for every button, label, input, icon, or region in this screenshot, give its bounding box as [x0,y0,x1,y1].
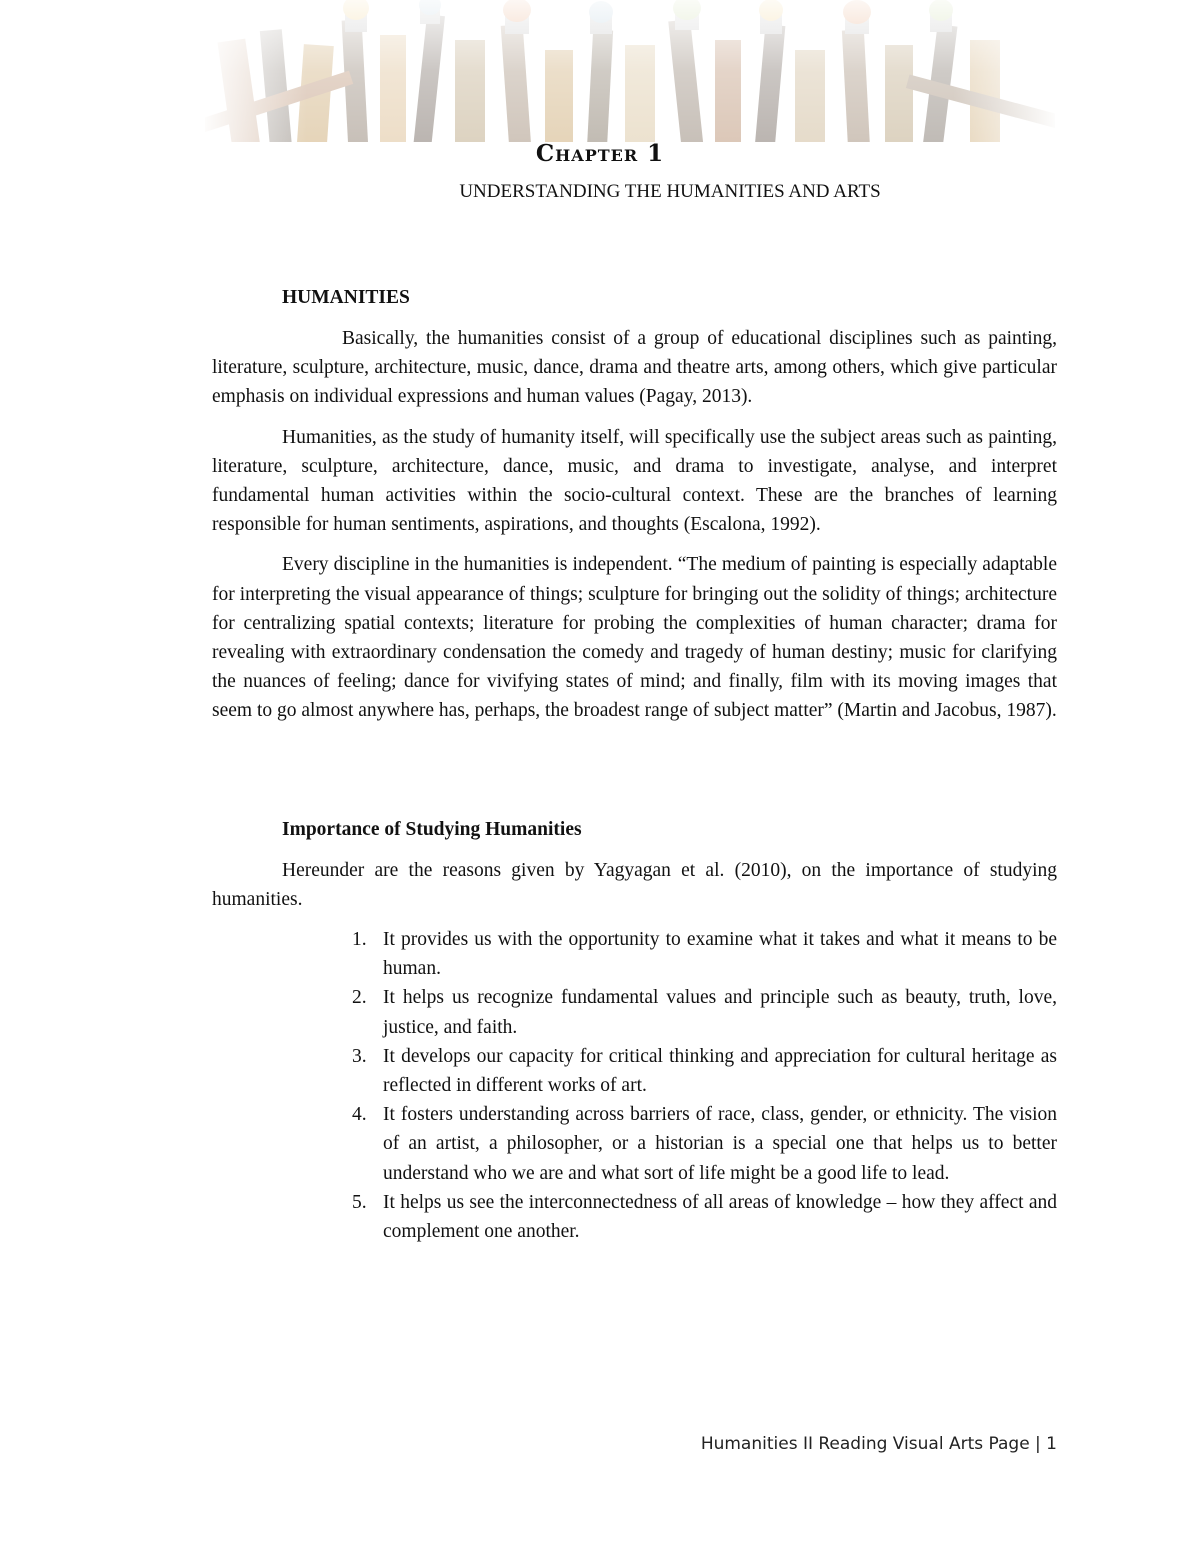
humanities-heading: HUMANITIES [282,287,410,308]
list-item-text: It provides us with the opportunity to examine what it takes and what it means to be human. [383,929,1057,980]
importance-heading: Importance of Studying Humanities [282,818,582,840]
list-item-text: It develops our capacity for critical thinking and appreciation for cultural heritage as reflected in different works of art. [383,1045,1057,1097]
importance-list [212,925,1057,1246]
humanities-paragraph: Every discipline in the humanities is independent. “The medium of painting is especially adaptable for interpreting the visual appearance of things; sculpture for bringing out the solidity of things; architecture for centralizing spatial contexts; literature for probing the complexities of human character; drama for revealing with extraordinary condensation the comedy and tragedy of human destiny; music for clarifying the nuances of feeling; dance for vivifying states of mind; and finally, film with its moving images that seem to go almost anywhere has, perhaps, the broadest range of subject matter” (Martin and Jacobus, 1987). [212,554,1057,722]
list-item-number: 5. [352,1191,367,1213]
list-item [352,925,1057,983]
chapter-title: Chapter 1 [535,140,665,167]
page-footer: Humanities II Reading Visual Arts Page | 1 [700,1434,1057,1454]
list-item [352,983,1057,1041]
list-item-number: 2. [352,987,367,1009]
humanities-paragraph: Basically, the humanities consist of a group of educational disciplines such as painting, literature, sculpture, architecture, music, dance, drama and theatre arts, among others, which give particular emphasis on individual expressions and human values (Pagay, 2013). [212,328,1057,408]
document-body [212,283,1057,1246]
paintbrushes-banner [205,0,1055,142]
humanities-paragraph: Humanities, as the study of humanity itself, will specifically use the subject areas such as painting, literature, sculpture, architecture, dance, music, and drama to investigate, analyse, and interpret fundamental human activities within the socio-cultural context. These are the branches of learning responsible for human sentiments, aspirations, and thoughts (Escalona, 1992). [212,426,1057,536]
list-item-text: It helps us see the interconnectedness of all areas of knowledge – how they affect and complement one another. [383,1191,1057,1243]
list-item-text: It helps us recognize fundamental values and principle such as beauty, truth, love, justice, and faith. [383,987,1057,1038]
list-item [352,1100,1057,1188]
section-spacer [212,737,1057,815]
list-item-number: 3. [352,1045,367,1067]
list-item [352,1188,1057,1246]
paintbrushes-banner-icon [205,0,1055,142]
importance-intro: Hereunder are the reasons given by Yagyagan et al. (2010), on the importance of studying humanities. [212,859,1057,910]
chapter-subtitle: UNDERSTANDING THE HUMANITIES AND ARTS [459,181,881,202]
list-item-number: 4. [352,1104,367,1126]
list-item-text: It fosters understanding across barriers of race, class, gender, or ethnicity. The vision of an artist, a philosopher, or a historian is a special one that helps us to better understand who we are and what sort of life might be a good life to lead. [383,1104,1057,1184]
list-item [352,1042,1057,1100]
list-item-number: 1. [352,929,367,951]
